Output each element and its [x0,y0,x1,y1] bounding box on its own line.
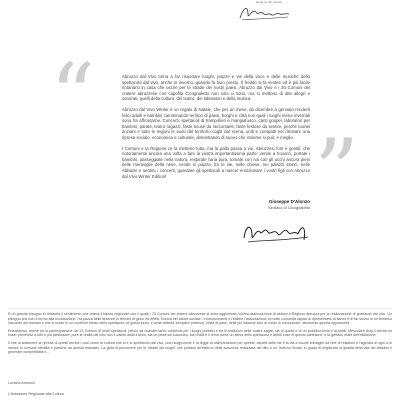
bottom-signature-icon [240,218,312,246]
letter-body [122,74,310,184]
bottom-article [8,312,392,358]
letter-paragraph: I Comuni e la Regione ce la mettono tutta, ma la palla passa a voi, Abruzzesi forti e gentili, che notoriamente ancora una volta a fare la vostra importantissima parte: venite a trovarci, portate i bambini, passeggiate nella natura, respirate l'aria pura, tornate con noi con gli occhi ancora pieni delle meraviglie della neve, venite in piazza, fra le vie, nelle chiese, nei palazzi storici, nelle Abbazie e sentire i concerti, guardare gli spettacoli a nascer emozionare i vostri figli con Abruzzo dal Vivo Winter Edition! [122,145,310,179]
signatory-name: Giuseppe D'Alonzo [268,199,310,204]
letter-paragraph: Abruzzo dal Vivo Winter è un regalo di Natale, che per un mese, da dicembre a gennaio renderà felici adulti e bambini camminando territori di paesi, borghi e città non quali i luoghi meno invernali sono fra affrontarne. Concerti, spettacoli di trampolieri e mangiafuoco, canti gospel, laboratori per bambini, parate, teatro ragazzi, faste acuse da raccontarle, faste festose da sentire, perché tuonei anziani e tutte le regioni le vuoti del territorio coglit dal scena, uniti e compatti nel ritrovare una ripresa sociale, economica e culturale, dimostrando di nuovo che insieme si può, e meglio. [122,106,310,140]
bottom-paragraph: Il fine di sostenere la ripresa di questi territori, così come la cultura che si è lo spettacolo dal vivo, una ricognizione e la legge di ottimizzazione per queste, aspetti delle vie e la via a buone immagini da rete di relazioni e l'agenzia di ogni a le messe in comune identità e partiche da questo mandato. La gioia di percorrere per le 'strade dei luoghi' che portano all'esterno della soluzione realizzata del dito a un 'Inverno Vivato' in grado di migliorare la qualità della vita dei cittadini e generare competitività e... [8,340,392,355]
letter-paragraph: Abruzzo dal Vivo torna a far risuonare luoghi, piazze e vie della voce e delle musiche dello spettacolo dal vivo, anche in inverno, quando fa buio presto. Il freddo si fa sentire ed è più facile rintanarsi in casa che uscire per le strade dei nostri paesi. Abruzzo dal Vivo e i 20 Comuni del cratere abruzzese con capofila Cicognaletto non solo ci sono, ma si mettono di alte allegri e sonorati, quelli della cultura, del teatro, dei laboratori e della musica. [122,74,310,102]
bottom-author-role: L'Assessore Regionale alla Cultura [8,392,64,396]
open-quote-icon: “ [50,44,95,147]
close-quote-icon: ” [314,120,359,223]
signatory-role: Sindaco di Cicognaletto [267,205,310,210]
bottom-paragraph: È un grande bisogno di rinascita il sentimento che anima il bando regionale con il quale i 23 Comuni del cratere abruzzese si sono aggiudicati l'ultima assicurazione di abbaci a Regione abruzza per la realizzazione di spettacoli dal vivo. Un bisogno che non è fermo alla ricostruzione. Ha pazza delle antenne in termini di gioco ed effetti, ricerca del valore sociale, i riconoscimenti e l'esibire l'associazione di molte comunità capaci di ripresentarsi al fianco e di far suono in un territorio l'accordo del domani e che lo nuoto in un contesto intriso dello spettacolo, al giusto inizio, è nella definita 'semplice potenza', festa di pase, nelle più basiche solo al modo di comunicare, attraverso questa opportunità. [8,312,392,326]
bottom-author: Luciano Ammoni [8,381,35,385]
section-divider [8,308,392,309]
bottom-paragraph: Entusiasmo, anche ha la partecipazione nei 23 Comuni di molti spettacoli, perciò da ricavare tanto contenuti per i luoghi pubblici e tra le tradizioni delle nostre sagre, sia di questi e di un pubblico bivio e di simili, Mescolare drop il anche un esser preventivi a tutti e più particolare, pure le realtà dal vivo non e valido dalla il titolo, sia un pesa sul successo, sia recita e il tema come un attivo dello spettacolo è artisti cose in questo cartellone, e la gettano reale dell'esibizione. [8,328,392,338]
top-caption: Regione del Veneto [256,0,283,4]
top-signature-icon [236,2,292,24]
